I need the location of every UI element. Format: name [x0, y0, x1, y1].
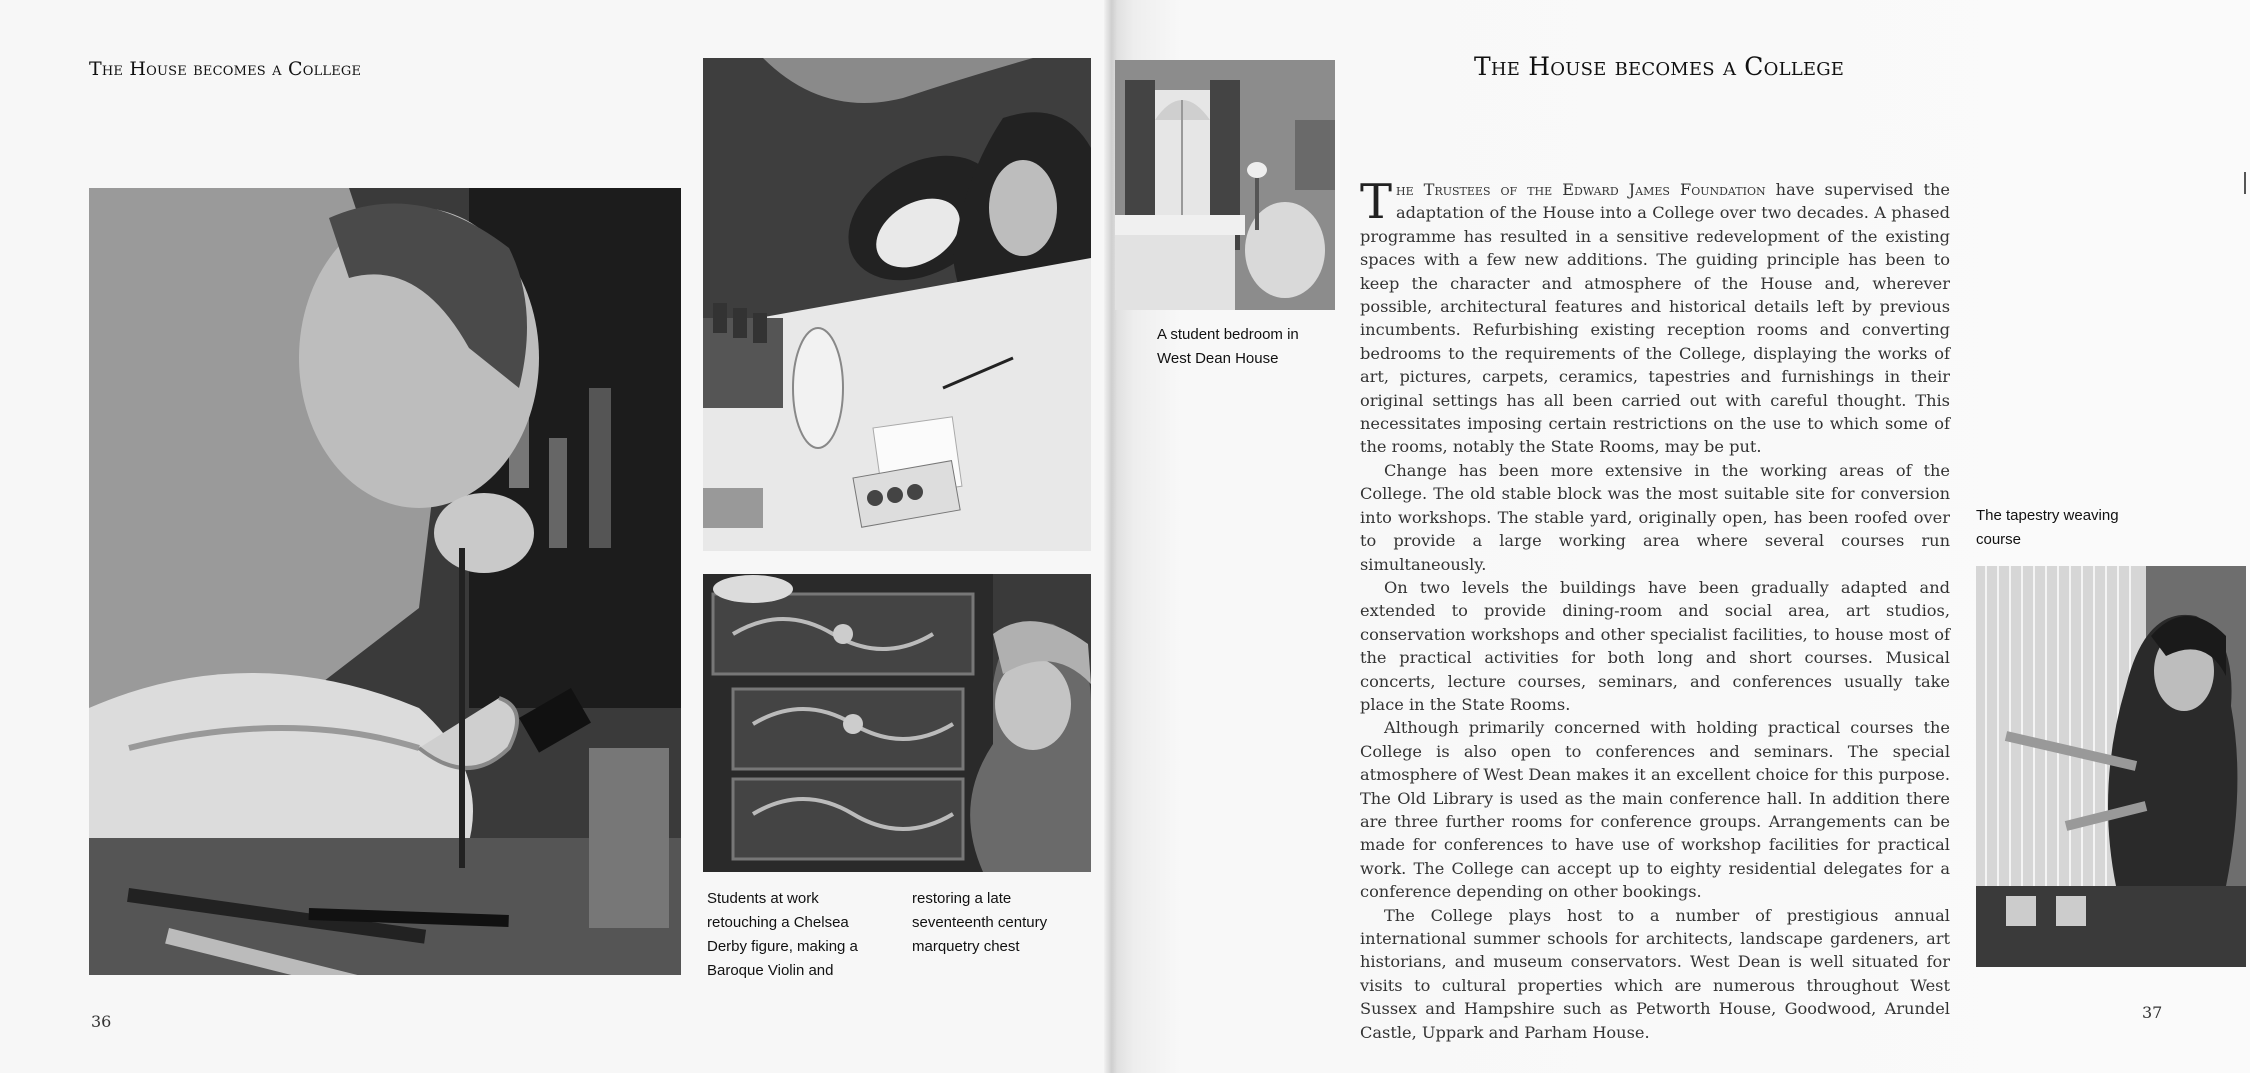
photo-student-bedroom — [1115, 60, 1335, 310]
caption-line: course — [1976, 531, 2022, 548]
caption-line: A student bedroom in — [1157, 326, 1299, 343]
drop-cap: T — [1360, 174, 1393, 230]
article-paragraph: Although primarily concerned with holding practical courses the College is also open to conferences and seminars. The special atmosphere of West Dean makes it an excellent choice for this purpose. The Old Library is used as the main conference hall. In addition there are three further rooms for conference groups. Arrangements can be made for conferences to have use of workshop facilities for practical work. The College can accept up to eighty residential delegates for a conference depending on other bookings. — [1360, 718, 1950, 902]
article-paragraph: The College plays host to a number of prestigious annual international summer schools for architects, landscape gardeners, art historians, and museum conservators. West Dean is well situated for visits to cultural properties which are numerous throughout West Sussex and Hampshire such as Petworth House, Goodwood, Arundel Castle, Uppark and Parham House. — [1360, 905, 1950, 1042]
lead-in-smallcaps: he Trustees of the Edward James Foundation — [1396, 180, 1766, 199]
article-paragraph — [1360, 174, 1951, 459]
photo-marquetry-chest — [703, 574, 1091, 872]
paragraph-text: have supervised the adaptation of the House into a College over two decades. A phased programme has resulted in a sensitive redevelopment of the existing spaces with a few new additions. The guiding principle has been to keep the character and atmosphere of the House and, wherever possible, architectural features and historical details left by previous incumbents. Refurbishing existing reception rooms and converting bedrooms to the requirements of the College, displaying the works of art, pictures, carpets, ceramics, tapestries and furnishings in their original settings has all been carried out with careful thought. This necessitates imposing certain restrictions on the use to which some of the rooms, notably the State Rooms, may be put. — [1360, 180, 1951, 457]
photo-tapestry-weaving — [1976, 566, 2246, 967]
caption-students-col2 — [912, 887, 1047, 959]
article-body — [1360, 174, 1951, 1044]
photo-chelsea-figure — [703, 58, 1091, 551]
photo-violin-maker — [89, 188, 681, 975]
caption-line: The tapestry weaving — [1976, 507, 2119, 524]
caption-line: Derby figure, making a — [707, 938, 858, 955]
page-number-left: 36 — [91, 1012, 112, 1031]
caption-line: West Dean House — [1157, 350, 1279, 367]
article-paragraph: On two levels the buildings have been gradually adapted and extended to provide dining-room and social area, art studios, conservation workshops and other specialist facilities, to house most of the practical activities for both long and short courses. Musical concerts, lecture courses, seminars, and conferences usually take place in the State Rooms. — [1360, 577, 1950, 714]
caption-students-col1 — [707, 887, 858, 983]
caption-line: Baroque Violin and — [707, 962, 834, 979]
caption-line: marquetry chest — [912, 938, 1020, 955]
caption-line: restoring a late — [912, 890, 1012, 907]
page-edge-mark — [2244, 172, 2246, 194]
running-head-right: The House becomes a College — [1474, 52, 1845, 81]
running-head-left: The House becomes a College — [89, 58, 362, 80]
caption-line: Students at work — [707, 890, 819, 907]
article-paragraph: Change has been more extensive in the working areas of the College. The old stable block was the most suitable site for conversion into workshops. The stable yard, originally open, has been roofed over to provide a large working area where several courses run simultaneously. — [1360, 460, 1950, 574]
caption-tapestry — [1976, 504, 2119, 552]
page-number-right: 37 — [2142, 1003, 2163, 1022]
caption-bedroom — [1157, 323, 1299, 371]
caption-line: seventeenth century — [912, 914, 1048, 931]
caption-line: retouching a Chelsea — [707, 914, 849, 931]
